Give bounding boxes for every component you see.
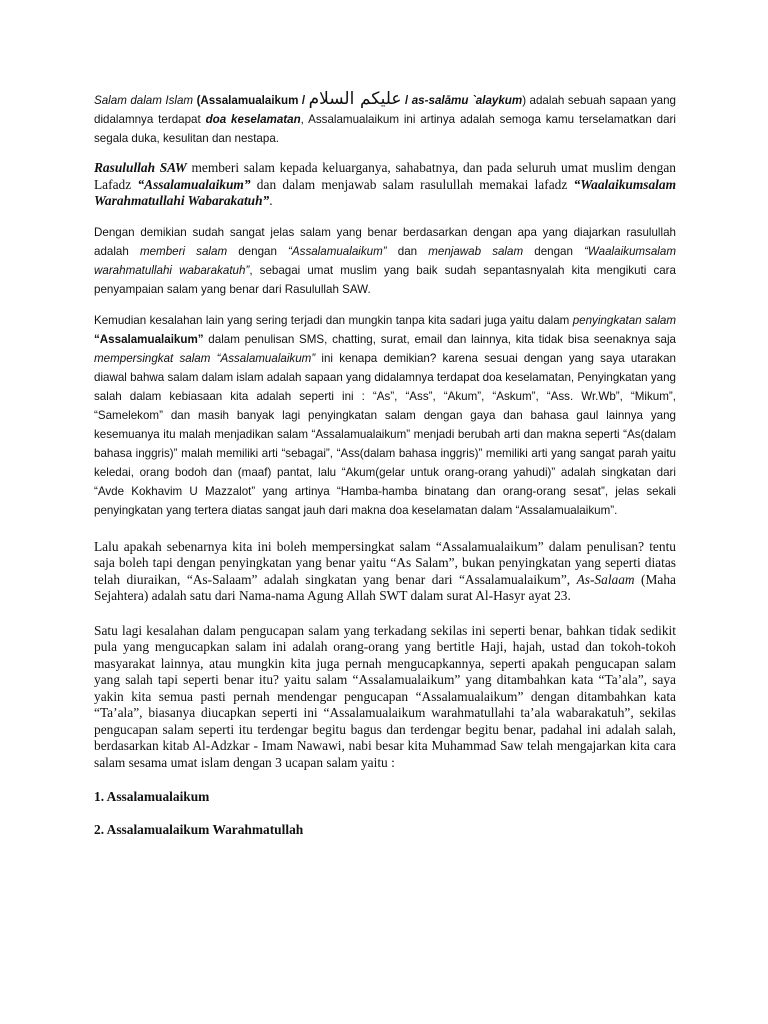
- list-item: 2. Assalamualaikum Warahmatullah: [94, 822, 304, 837]
- quote-waalaikumsalam: “Waalaikumsalam Warahmatullahi Wabarakatuh”: [94, 176, 676, 208]
- text-segment: Satu lagi kesalahan dalam pengucapan salam yang terkadang sekilas ini seperti benar, bahkan tidak sedikit pula yang mengucapkan salam ini adalah orang-orang yang bertitle Haji, hajah, ustad dan tokoh-tokoh masyarakat lainnya, atau mungkin kita juga pernah mengucapkannya, seperti apakah pengucapan salam yang salah tapi seperti benar itu? yaitu salam “Assalamualaikum” yang ditambahkan kata “Ta’ala”, saya yakin kita semua pasti pernah mendengar pengucapan “Assalamualaikum” dengan ditambahkan kata “Ta’ala”, biasanya diucapkan seperti ini “Assalamualaikum warahmatullahi ta’ala wabarakatuh”, sekilas pengucapan salam seperti itu terdengar begitu bagus dan terdengar begitu benar, padahal ini adalah salah, berdasarkan kitab Al-Adzkar - Imam Nawawi, nabi besar kita Muhammad Saw telah mengajarkan kita cara salam sesama umat islam dengan 3 ucapan salam yaitu :: [94, 622, 676, 770]
- paragraph-salam-benar: [94, 223, 676, 299]
- document-page: [94, 90, 676, 838]
- quote-assalamualaikum: “Assalamualaikum”: [137, 176, 251, 192]
- arabic-salam: عليكم السلام: [308, 89, 402, 109]
- text-segment: ) adalah sebuah sapaan yang didalamnya terdapat: [94, 94, 676, 126]
- quote-waalaikumsalam: “Waalaikumsalam warahmatullahi wabarakatuh”: [94, 244, 676, 277]
- paragraph-salam-definition: [94, 90, 676, 148]
- text-segment: memberi salam kepada keluarganya, sahabatnya, dan pada seluruh umat muslim dengan Lafadz: [94, 160, 676, 192]
- text-segment: dengan: [227, 244, 289, 258]
- transliteration: as-salāmu `alaykum: [411, 94, 523, 107]
- text-segment: , Assalamualaikum ini artinya adalah semoga kamu terselamatkan dari segala duka, kesulitan dan nestapa.: [94, 113, 676, 145]
- text-segment: dan: [386, 244, 429, 258]
- text-segment: (Assalamualaikum /: [193, 94, 309, 107]
- text-segment: Lalu apakah sebenarnya kita ini boleh mempersingkat salam “Assalamualaikum” dalam penulisan? tentu saja boleh tapi dengan penyingkatan yang benar yaitu “As Salam”, bukan penyingkatan yang seperti diatas telah diuraikan, “As-Salaam” adalah singkatan yang benar dari “Assalamualaikum”,: [94, 538, 676, 587]
- term-penyingkatan-salam: penyingkatan salam: [572, 313, 676, 327]
- quote-assalamualaikum: “Assalamualaikum”: [288, 244, 387, 258]
- text-segment: Kemudian kesalahan lain yang sering terjadi dan mungkin tanpa kita sadari juga yaitu dalam: [94, 313, 573, 327]
- text-segment: .: [269, 193, 273, 208]
- term-menjawab-salam: menjawab salam: [428, 244, 524, 258]
- term-as-salaam: As-Salaam: [576, 571, 635, 587]
- text-segment: Dengan demikian sudah sangat jelas salam yang benar berdasarkan dengan apa yang diajarkan rasulullah adalah: [94, 225, 676, 258]
- paragraph-taala: [94, 623, 676, 772]
- quote-assalamualaikum: “Assalamualaikum”: [94, 332, 204, 346]
- text-segment: dan dalam menjawab salam rasulullah memakai lafadz: [250, 176, 574, 192]
- text-segment: dalam penulisan SMS, chatting, surat, email dan lainnya, kita tidak bisa seenaknya saja: [203, 332, 676, 346]
- paragraph-rasulullah: [94, 160, 676, 210]
- text-segment: ini kenapa demikian? karena sesuai dengan yang saya utarakan diawal bahwa salam dalam islam adalah sapaan yang didalamnya terdapat doa keselamatan, Penyingkatan yang salah dalam kebiasaan kita adalah seperti ini : “As”, “Ass”, “Akum”, “Askum”, “Ass. Wr.Wb”, “Mikum”, “Samelekom” dan masih banyak lagi penyingkatan salam dengan gaya dan bahasa gaul lainnya yang kesemuanya itu malah menjadikan salam “Assalamualaikum” menjadi berubah arti dan makna seperti “As(dalam bahasa inggris)” malah memiliki arti “sebagai”, “Ass(dalam bahasa inggris)” memiliki arti yang sangat parah yaitu keledai, orang bodoh dan (maaf) pantat, lalu “Akum(gelar untuk orang-orang yahudi)” adalah singkatan dari “Avde Kokhavim U Mazzalot” yang artinya “Hamba-hamba binatang dan orang-orang sesat”, jelas sekali penyingkatan yang tertera diatas sangat jauh dari makna doa keselamatan dalam “Assalamualaikum”.: [94, 351, 676, 517]
- term-memberi-salam: memberi salam: [139, 244, 228, 258]
- term-doa-keselamatan: doa keselamatan: [205, 113, 301, 126]
- term-rasulullah: Rasulullah SAW: [94, 160, 187, 175]
- paragraph-as-salam: [94, 539, 676, 605]
- list-item: 1. Assalamualaikum: [94, 789, 210, 804]
- text-segment: dengan: [523, 244, 585, 258]
- text-segment: , sebagai umat muslim yang baik sudah sepantasnyalah kita mengikuti cara penyampaian salam yang benar dari Rasulullah SAW.: [94, 263, 676, 296]
- term-salam-dalam-islam: Salam dalam Islam: [94, 94, 194, 107]
- term-mempersingkat-salam: mempersingkat salam “Assalamualaikum”: [94, 351, 316, 365]
- text-segment: (Maha Sejahtera) adalah satu dari Nama-nama Agung Allah SWT dalam surat Al-Hasyr ayat 23.: [94, 571, 676, 603]
- paragraph-penyingkatan: [94, 311, 676, 520]
- text-segment: /: [401, 94, 412, 107]
